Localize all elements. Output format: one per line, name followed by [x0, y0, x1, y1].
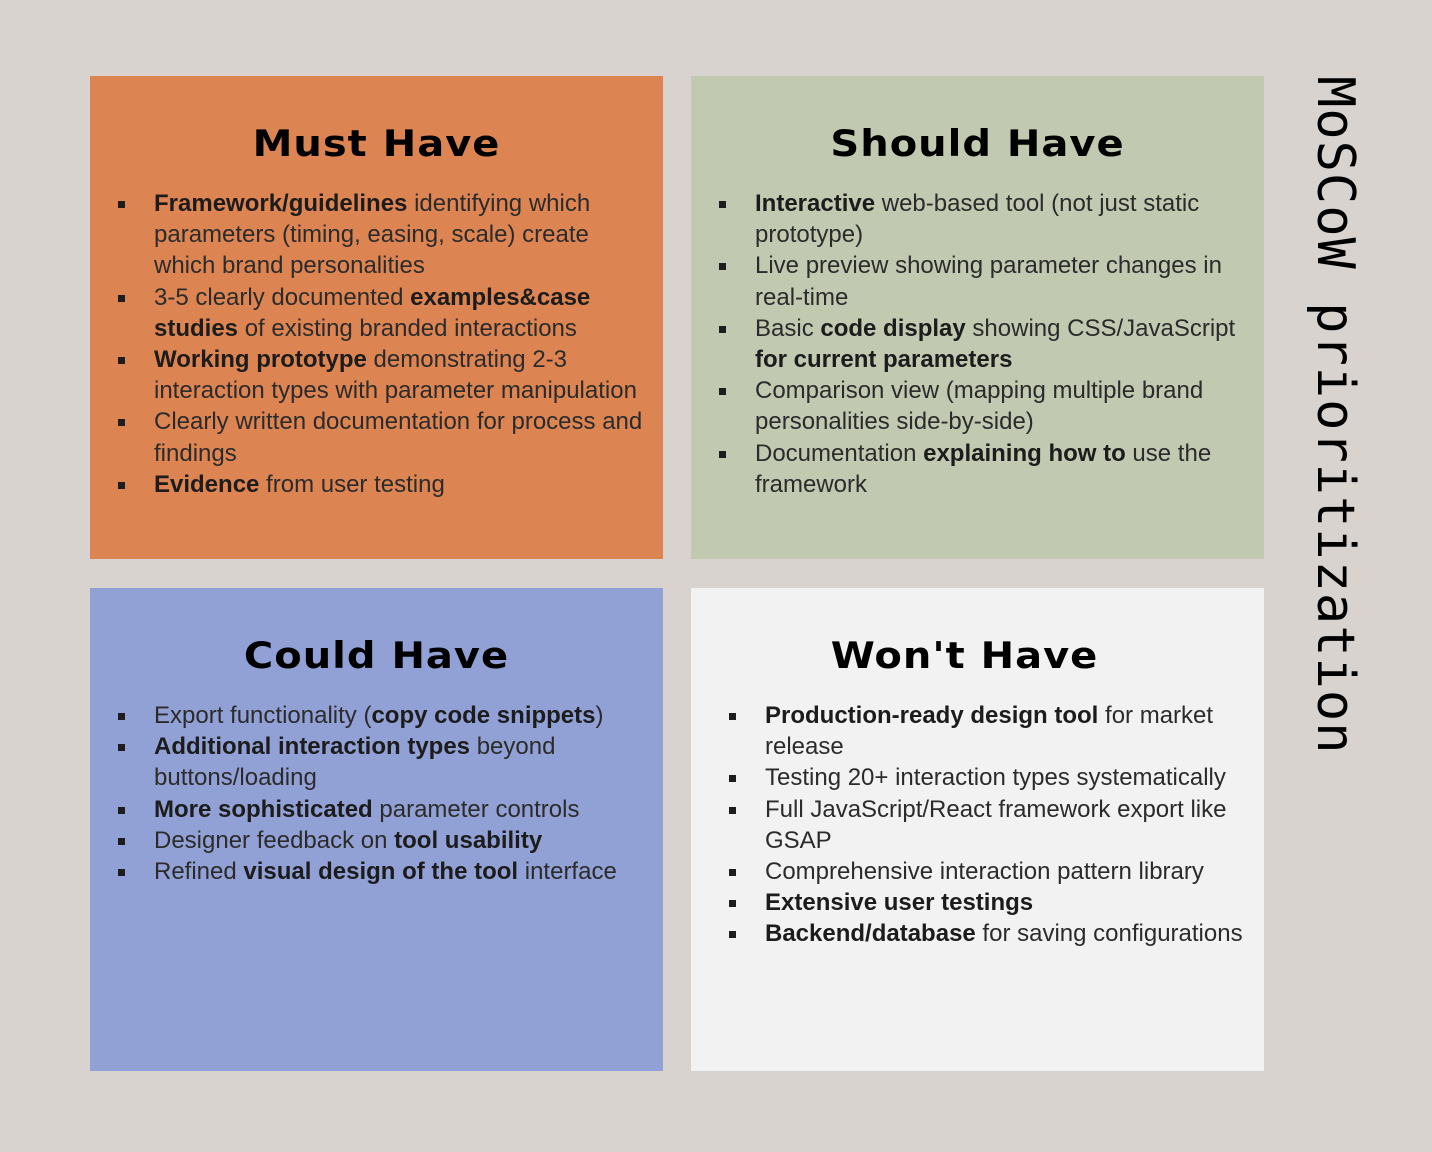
must-item [116, 469, 653, 500]
wont-item [727, 887, 1254, 918]
wont-have-title: Won't Have [830, 634, 1099, 678]
square-bullet-icon [719, 388, 726, 395]
item-text: showing CSS/JavaScript [965, 314, 1236, 342]
square-bullet-icon [118, 482, 125, 489]
item-text: for saving configurations [975, 920, 1243, 948]
square-bullet-icon [118, 295, 125, 302]
item-text-bold: Backend/database [765, 920, 976, 948]
wont-have-quadrant [691, 588, 1264, 1071]
item-text-bold: copy code snippets [371, 702, 596, 729]
wont-item [727, 794, 1254, 856]
square-bullet-icon [729, 775, 736, 782]
item-text-bold: Evidence [154, 470, 260, 498]
must-item [116, 344, 653, 406]
item-text: interface [518, 858, 617, 886]
square-bullet-icon [118, 201, 125, 208]
item-text-bold: Interactive [755, 190, 876, 217]
item-text: Documentation [755, 439, 924, 467]
should-have-list [717, 188, 1254, 500]
wont-item [727, 762, 1254, 793]
item-text: Live preview showing parameter changes in real-time [755, 252, 1222, 311]
item-text-bold: visual design of the tool [243, 858, 519, 886]
should-have-title: Should Have [830, 122, 1125, 166]
square-bullet-icon [729, 807, 736, 814]
item-text: of existing branded interactions [238, 314, 577, 342]
item-text-bold: More sophisticated [154, 795, 373, 823]
item-text: Designer feedback on [154, 826, 395, 854]
should-item [717, 188, 1254, 250]
item-text: beyond buttons/loading [154, 733, 556, 792]
item-text: for market release [765, 702, 1214, 761]
square-bullet-icon [118, 807, 125, 814]
should-item [717, 375, 1254, 437]
item-text: identifying which parameters (timing, easing, scale) create which brand personalities [154, 190, 591, 280]
square-bullet-icon [118, 713, 125, 720]
item-text: 3-5 clearly documented [154, 283, 411, 311]
wont-have-list [727, 700, 1254, 950]
item-text: ) [595, 702, 604, 729]
must-item [116, 406, 653, 468]
must-have-title: Must Have [252, 122, 501, 166]
item-text-bold: Working prototype [154, 346, 367, 374]
could-item [116, 825, 653, 856]
should-item [717, 438, 1254, 500]
square-bullet-icon [118, 869, 125, 876]
square-bullet-icon [118, 838, 125, 845]
item-text: demonstrating 2-3 interaction types with parameter manipulation [154, 346, 637, 405]
square-bullet-icon [719, 451, 726, 458]
should-have-quadrant [691, 76, 1264, 559]
item-text-bold: Production-ready design tool [765, 702, 1099, 729]
square-bullet-icon [729, 900, 736, 907]
must-have-list [116, 188, 653, 500]
item-text: Full JavaScript/React framework export like GSAP [765, 795, 1227, 854]
could-have-list [116, 700, 653, 887]
square-bullet-icon [719, 326, 726, 333]
wont-item [727, 700, 1254, 762]
item-text: Basic [755, 314, 821, 342]
item-text-bold: tool usability [394, 826, 543, 854]
item-text: Comprehensive interaction pattern library [765, 858, 1204, 886]
must-item [116, 188, 653, 282]
could-item [116, 700, 653, 731]
item-text: web-based tool (not just static prototype) [755, 190, 1200, 249]
wont-item [727, 856, 1254, 887]
should-item [717, 250, 1254, 312]
item-text: from user testing [259, 470, 445, 498]
item-text: use the framework [755, 439, 1212, 498]
square-bullet-icon [118, 357, 125, 364]
item-text-bold: for current parameters [755, 346, 1013, 374]
item-text-bold: explaining how to [923, 439, 1126, 467]
item-text: Clearly written documentation for process and findings [154, 408, 643, 467]
item-text-bold: code display [820, 314, 966, 342]
item-text: Refined [154, 858, 244, 886]
item-text-bold: Additional interaction types [154, 733, 471, 761]
moscow-side-title [1305, 76, 1365, 755]
should-item [717, 313, 1254, 375]
square-bullet-icon [729, 931, 736, 938]
could-have-quadrant [90, 588, 663, 1071]
must-item [116, 282, 653, 344]
square-bullet-icon [118, 744, 125, 751]
could-item [116, 731, 653, 793]
square-bullet-icon [719, 201, 726, 208]
could-have-title: Could Have [243, 634, 510, 678]
item-text-bold: examples&case studies [154, 283, 591, 342]
must-have-quadrant [90, 76, 663, 559]
square-bullet-icon [118, 419, 125, 426]
square-bullet-icon [729, 869, 736, 876]
item-text-bold: Extensive user testings [765, 889, 1034, 917]
item-text: Export functionality ( [154, 702, 372, 729]
item-text-bold: Framework/guidelines [154, 190, 408, 217]
could-item [116, 794, 653, 825]
square-bullet-icon [729, 713, 736, 720]
item-text: Testing 20+ interaction types systematically [765, 764, 1226, 792]
moscow-side-title-text: MoSCoW prioritization [1305, 76, 1365, 755]
square-bullet-icon [719, 263, 726, 270]
item-text: parameter controls [372, 795, 580, 823]
wont-item [727, 918, 1254, 949]
could-item [116, 856, 653, 887]
item-text: Comparison view (mapping multiple brand personalities side-by-side) [755, 377, 1204, 436]
